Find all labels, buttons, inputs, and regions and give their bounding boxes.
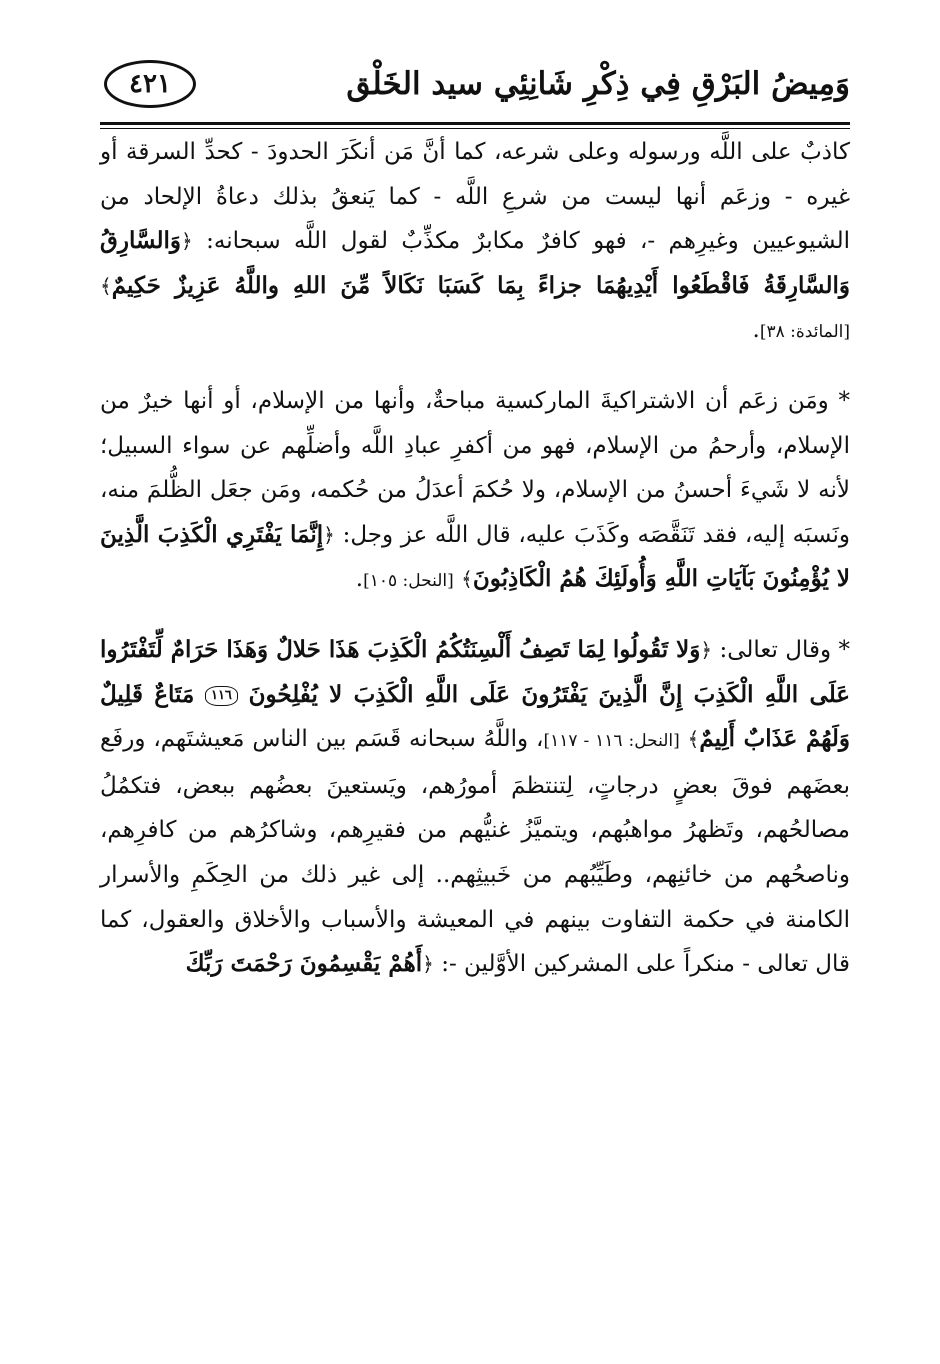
verse-reference: [النحل: ١١٦ - ١١٧] [543, 731, 680, 752]
verse-reference: [النحل: ١٠٥] [363, 571, 454, 592]
quran-close-bracket: ﴾ [100, 273, 112, 298]
quran-verse: وَلا تَقُولُوا لِمَا تَصِفُ أَلْسِنَتُكُمُ الْكَذِبَ هَذَا حَلالٌ وَهَذَا حَرَامٌ لِّتَفْتَرُوا عَلَى اللَّهِ الْكَذِبَ إِنَّ الَّذِينَ يَفْتَرُونَ عَلَى اللَّهِ الْكَذِبَ لا يُفْلِحُونَ [100, 635, 851, 708]
paragraph-2 [100, 379, 850, 604]
quran-close-bracket: ﴾ [461, 567, 473, 592]
quran-open-bracket: ﴿ [422, 952, 434, 977]
quran-verse: وَالسَّارِقُ وَالسَّارِقَةُ فَاقْطَعُوا أَيْدِيهُمَا جزاءً بِمَا كَسَبَا نَكَالاً مِّنَ اللهِ واللَّهُ عَزِيزٌ حَكِيمٌ [100, 227, 850, 299]
paragraph-3 [100, 628, 850, 987]
header-rule-thin [100, 128, 850, 129]
paragraph-text: ، واللَّهُ سبحانه قَسَم بين الناس مَعيشتَهم، ورفَع بعضَهم فوقَ بعضٍ درجاتٍ، لِتنتظمَ أمورُهم، ويَستعينَ بعضُهم ببعض، فتكمُلُ مصالحُهم، وتَظهرُ مواهبُهم، ويتميَّزُ غنيُّهم من فقيرِهم، وشاكرُهم من كافرِهم، وناصحُهم من خائنِهم، وطَيِّبُهم من خَبيثِهم.. إلى غير ذلك من الحِكَمِ والأسرار الكامنة في حكمة التفاوت بينهم في المعيشة والأسباب والأخلاق والعقول، كما قال تعالى - منكراً على المشركين الأوَّلين -: [100, 726, 850, 978]
quran-close-bracket: ﴾ [687, 727, 700, 752]
header-rule [100, 122, 850, 125]
verse-reference: [المائدة: ٣٨] [759, 322, 850, 343]
page-header [100, 58, 850, 128]
running-title: وَمِيضُ البَرْقِ فِي ذِكْرِ شَانِئِي سيد الخَلْق [346, 66, 850, 102]
sentence-end: . [355, 566, 364, 593]
quran-verse: مَتَاعٌ قَلِيلٌ وَلَهُمْ عَذَابٌ أَلِيمٌ [100, 680, 850, 753]
quran-open-bracket: ﴿ [700, 637, 713, 662]
paragraph-text: كاذبٌ على اللَّه ورسوله وعلى شرعه، كما أنَّ مَن أنكَرَ الحدودَ - كحدِّ السرقة أو غيره - وزعَم أنها ليست من شرعِ اللَّه - كما يَنعقُ بذلك دعاةُ الإلحاد من الشيوعيين وغيرِهم -، فهو كافرٌ مكابرٌ مكذِّبٌ لقول اللَّه سبحانه: [100, 139, 851, 255]
paragraph-text: * وقال تعالى: [719, 636, 850, 663]
page-number: ٤٢١ [104, 60, 196, 108]
paragraph-1 [100, 130, 850, 355]
ayah-number-marker: ١١٦ [205, 686, 238, 706]
paragraph-text: * ومَن زعَم أن الاشتراكيةَ الماركسية مباحةٌ، وأنها من الإسلام، أو أنها خيرٌ من الإسلام، وأرحمُ من الإسلام، فهو من أكفرِ عبادِ اللَّه وأضلِّهم عن سواء السبيل؛ لأنه لا شَيءَ أحسنُ من الإسلام، ولا حُكمَ أعدَلُ من حُكمه، ومَن جعَل الظُّلمَ منه، ونَسبَه إليه، فقد تَنَقَّصَه وكَذَبَ عليه، قال اللَّه عز وجل: [100, 387, 850, 548]
body-text [100, 130, 850, 987]
quran-open-bracket: ﴿ [323, 522, 335, 547]
quran-open-bracket: ﴿ [180, 229, 193, 254]
quran-verse: إِنَّمَا يَفْتَرِي الْكَذِبَ الَّذِينَ لا يُؤْمِنُونَ بَآيَاتِ اللَّهِ وَأُولَئِكَ هُمُ الْكَاذِبُونَ [100, 520, 850, 593]
quran-verse: أَهُمْ يَقْسِمُونَ رَحْمَتَ رَبِّكَ [185, 950, 423, 978]
sentence-end: . [752, 317, 760, 344]
